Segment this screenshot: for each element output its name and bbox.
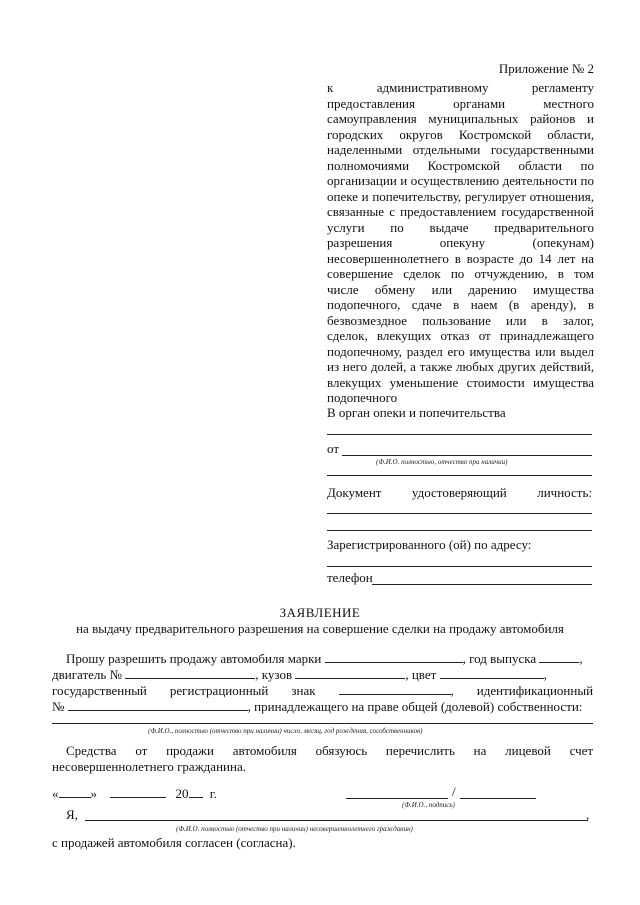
funds-word: автомобиля [232,743,297,758]
year-field[interactable] [539,651,579,663]
year-prefix: 20 [175,786,189,801]
appendix-line: влекущих уменьшение стоимости имущества [327,374,594,390]
applicant-name-hint: (Ф.И.О. полностью, отчество при наличии) [376,458,508,466]
appendix-line: числе обмену или дарению имущества [327,281,594,297]
funds-word: обязуюсь [315,743,368,758]
comma: , [450,683,454,698]
body-field[interactable] [295,667,405,679]
co-owners-hint: (Ф.И.О., полностью (отчество при наличии) число, месяц, год рождения, сособственников) [148,727,423,735]
appendix-line: услуги по выдаче предварительного [327,219,594,235]
funds-word: лицевой [505,743,551,758]
signature-name-line[interactable] [346,798,448,799]
identity-word-3: личность: [537,485,592,500]
month-field[interactable] [110,786,166,798]
appendix-line: из него долей, а также любых других действий, [327,359,594,374]
appendix-line: предоставления органами местного [327,95,594,111]
minor-name-comma: , [586,807,590,822]
year-suffix: г. [209,786,217,801]
appendix-line: подопечного, сдаче в наем (в аренду), в [327,297,594,312]
funds-word: перечислить [385,743,455,758]
body-label: , кузов [255,667,293,682]
body-line-1: Прошу разрешить продажу автомобиля марки , год выпуска , [66,651,583,666]
funds-line-1 [66,743,593,759]
appendix-line: безвозмездное пользование или в залог, [327,312,594,328]
appendix-line: связанные с предоставлением государственной [327,204,594,219]
applicant-name-line-2[interactable] [327,475,592,476]
plate-field[interactable] [339,683,451,695]
minor-name-line[interactable] [85,820,588,821]
appendix-line: самоуправления муниципальных районов и [327,111,594,126]
funds-word: Средства [66,743,117,758]
appendix-line: городских округов Костромской области, [327,126,594,142]
funds-word: продажи [166,743,214,758]
to-authority-label: В орган опеки и попечительства [327,405,506,420]
identity-document-line-1[interactable] [327,513,592,514]
ownership-label: , принадлежащего на праве общей (долевой) собственности: [247,699,583,714]
engine-label: двигатель № [52,667,122,682]
date-row [52,786,217,802]
appendix-line: подопечного [327,390,398,405]
authority-name-line[interactable] [327,434,592,435]
address-label: Зарегистрированного (ой) по адресу: [327,537,532,552]
appendix-line: разрешения опекуну (опекунам) [327,235,594,250]
date-close-quote: » [90,786,97,801]
body-line-3 [52,683,593,699]
minor-name-hint: (Ф.И.О. полностью (отчество при наличии) несовершеннолетнего гражданин) [176,825,413,833]
identity-document-label [327,485,592,501]
statement-subtitle: на выдачу предварительного разрешения на совершение сделки на продажу автомобиля [76,621,564,636]
identity-word-2: удостоверяющий [411,485,507,500]
appendix-line: полномочиями Костромской области по [327,157,594,173]
identity-word-1: Документ [327,485,382,500]
appendix-line: сделок, влекущих отказ от принадлежащего [327,328,594,343]
funds-word: счет [569,743,594,758]
appendix-line: опеке и попечительству, регулирует отношения, [327,188,594,204]
co-owners-line[interactable] [52,723,593,724]
year-label: , год выпуска [462,651,537,666]
consent-ya: Я, [66,807,78,822]
phone-line[interactable] [372,584,592,585]
appendix-text [327,80,594,406]
signature-line[interactable] [460,798,536,799]
day-field[interactable] [59,786,91,798]
signature-slash: / [452,784,456,799]
engine-field[interactable] [125,667,255,679]
funds-word: от [135,743,148,758]
sign-word: знак [291,683,316,698]
appendix-line: к административному регламенту [327,80,594,95]
registration-word: регистрационный [169,683,269,698]
body-line-4 [52,699,593,715]
date-year-field[interactable] [189,786,203,798]
car-brand-field[interactable] [325,651,463,663]
address-line-1[interactable] [327,566,592,567]
signature-hint: (Ф.И.О., подпись) [402,801,455,809]
identification-word: идентификационный [476,683,594,698]
vin-field[interactable] [68,699,248,711]
applicant-name-line[interactable] [342,455,592,456]
color-field[interactable] [440,667,544,679]
date-open-quote: « [52,786,59,801]
phone-label: телефон [327,570,373,585]
appendix-line: подопечному, раздел его имущества или выдел [327,343,594,359]
funds-word: на [473,743,487,758]
appendix-line: организации и осуществлению деятельности по [327,173,594,188]
state-word: государственный [52,683,147,698]
identity-document-line-2[interactable] [327,530,592,531]
appendix-line: совершение сделок по отчуждению, в том [327,266,594,281]
vin-label: № [52,699,65,714]
appendix-title: Приложение № 2 [498,61,594,76]
statement-title: ЗАЯВЛЕНИЕ [279,605,361,620]
color-label: , цвет [405,667,437,682]
from-label: от [327,441,340,456]
funds-line-2: несовершеннолетнего гражданина. [52,759,246,774]
car-brand-label: Прошу разрешить продажу автомобиля марки [66,651,322,666]
body-line-2: двигатель № , кузов , цвет , [52,667,547,682]
appendix-line: наделенными отдельными государственными [327,142,594,157]
consent-text: с продажей автомобиля согласен (согласна). [52,835,296,850]
appendix-line: несовершеннолетнего в возрасте до 14 лет на [327,250,594,266]
